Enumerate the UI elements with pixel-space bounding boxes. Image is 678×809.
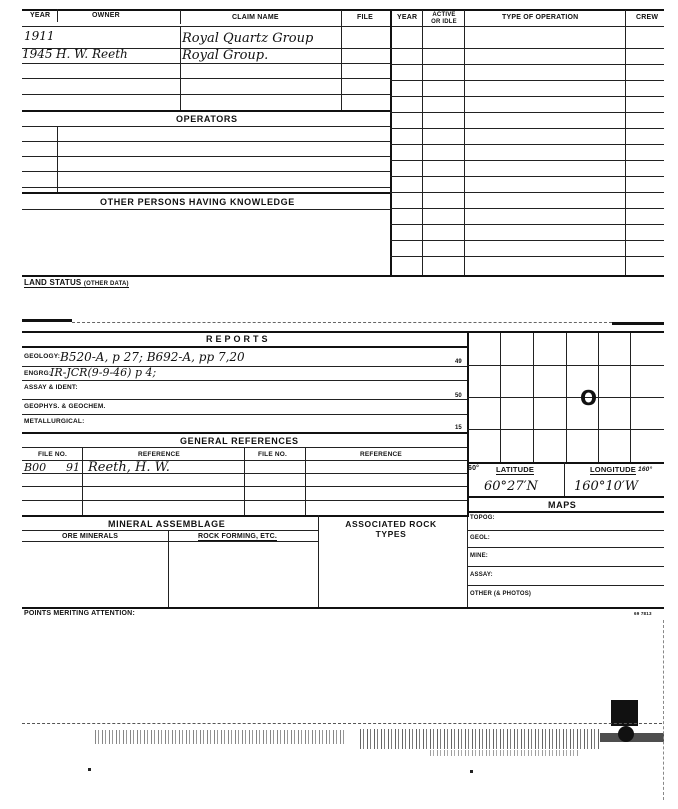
location-mark-icon: O xyxy=(580,386,598,410)
grid-line xyxy=(566,333,567,463)
references-row-line xyxy=(22,473,467,474)
grid-line xyxy=(598,333,599,463)
operation-row-line xyxy=(390,64,664,65)
operators-row-line xyxy=(22,141,390,142)
claim-year: 1945 xyxy=(22,47,53,61)
references-column-divider xyxy=(244,447,245,515)
reports-rule xyxy=(22,346,467,348)
rock-forming-header: ROCK FORMING, ETC. xyxy=(198,533,278,540)
scan-edge xyxy=(663,620,664,800)
header-rule xyxy=(22,26,664,27)
maps-other-label: OTHER (& PHOTOS) xyxy=(470,591,532,597)
claim-name: Royal Group. xyxy=(182,48,269,63)
operation-row-line xyxy=(390,208,664,209)
ref-file-no: B00 xyxy=(24,461,47,474)
claim-row-line xyxy=(22,94,390,95)
claim-column-divider xyxy=(180,26,181,110)
scan-edge xyxy=(72,322,612,323)
rock-types-divider xyxy=(318,515,319,607)
reports-top-rule xyxy=(22,331,664,333)
active-column-divider xyxy=(464,10,465,276)
maps-row-line xyxy=(467,585,664,586)
mineral-assemblage-heading: MINERAL ASSEMBLAGE xyxy=(108,519,226,529)
ref-number: 91 xyxy=(66,461,80,474)
geology-number: 49 xyxy=(455,359,462,365)
geophys-label: GEOPHYS. & GEOCHEM. xyxy=(24,403,106,410)
mineral-rule xyxy=(22,530,318,531)
operators-top-rule xyxy=(22,110,390,112)
crew-column-divider xyxy=(625,10,626,276)
header-type-of-operation: TYPE OF OPERATION xyxy=(502,14,579,21)
reports-row-line xyxy=(22,414,467,415)
grid-line xyxy=(467,365,664,366)
grid-line xyxy=(467,429,664,430)
header-year-2: YEAR xyxy=(397,14,418,21)
lat-lon-divider xyxy=(564,462,565,496)
maps-heading: MAPS xyxy=(548,500,577,510)
claim-owner: H. W. Reeth xyxy=(56,47,128,61)
claim-column-divider xyxy=(341,26,342,110)
operators-rule xyxy=(22,126,390,127)
claim-name: Royal Quartz Group xyxy=(182,31,314,46)
header-active-or-idle: ACTIVE OR IDLE xyxy=(431,12,457,25)
maps-left-divider xyxy=(467,517,468,607)
operators-heading: OPERATORS xyxy=(176,114,238,124)
header-crew: CREW xyxy=(636,14,659,21)
mineral-column-divider xyxy=(168,530,169,607)
scan-noise xyxy=(360,729,600,749)
operation-row-line xyxy=(390,96,664,97)
reports-heading: REPORTS xyxy=(206,334,271,344)
operation-row-line xyxy=(390,160,664,161)
operators-row-line xyxy=(22,156,390,157)
land-status-label: LAND STATUS xyxy=(24,278,82,287)
points-top-rule xyxy=(22,607,664,609)
operation-row-line xyxy=(390,256,664,257)
reports-row-line xyxy=(22,399,467,400)
references-column-divider xyxy=(82,447,83,515)
maps-row-line xyxy=(467,547,664,548)
maps-assay-label: ASSAY: xyxy=(470,572,493,578)
land-status-note: (OTHER DATA) xyxy=(83,281,129,287)
geology-value: B520-A, p 27; B692-A, pp 7,20 xyxy=(60,350,245,364)
ref-file-no-header: FILE NO. xyxy=(38,451,68,458)
grid-line xyxy=(630,333,631,463)
points-meriting-attention-label: POINTS MERITING ATTENTION: xyxy=(24,610,135,617)
mineral-top-rule xyxy=(22,515,467,517)
operation-row-line xyxy=(390,48,664,49)
scan-bar xyxy=(22,319,72,322)
ore-minerals-header: ORE MINERALS xyxy=(62,533,119,540)
operation-row-line xyxy=(390,80,664,81)
operators-row-line xyxy=(22,187,390,188)
grid-line xyxy=(533,333,534,463)
maps-rule xyxy=(467,511,664,513)
operation-row-line xyxy=(390,144,664,145)
operation-row-line xyxy=(390,128,664,129)
header-file: FILE xyxy=(357,14,373,21)
scan-noise xyxy=(95,730,345,744)
reports-row-line xyxy=(22,380,467,381)
assay-label: ASSAY & IDENT: xyxy=(24,384,78,391)
mineral-header-rule xyxy=(22,541,318,542)
operators-column-divider xyxy=(57,126,58,192)
references-row-line xyxy=(22,500,467,501)
latitude-value: 60°27′N xyxy=(484,479,538,494)
header-year: YEAR xyxy=(30,12,51,19)
claim-year: 1911 xyxy=(24,29,55,43)
operation-row-line xyxy=(390,176,664,177)
header-divider xyxy=(341,10,342,26)
lat-prefix: 60° xyxy=(468,465,480,472)
header-divider xyxy=(180,10,181,24)
ref-file-no-header-2: FILE NO. xyxy=(258,451,288,458)
scan-speck xyxy=(470,770,473,773)
geology-label: GEOLOGY: xyxy=(24,353,61,360)
other-persons-rule xyxy=(22,209,390,210)
ref-reference: Reeth, H. W. xyxy=(88,460,170,475)
longitude-label: LONGITUDE xyxy=(590,465,636,474)
maps-topog-label: TOPOG: xyxy=(470,515,495,521)
maps-top-rule xyxy=(467,496,664,498)
maps-row-line xyxy=(467,530,664,531)
claim-row-line xyxy=(22,78,390,79)
operation-row-line xyxy=(390,240,664,241)
scan-speck xyxy=(88,768,91,771)
scan-noise xyxy=(430,750,580,756)
operation-row-line xyxy=(390,112,664,113)
assay-number: 50 xyxy=(455,393,462,399)
main-divider xyxy=(390,10,392,276)
general-references-heading: GENERAL REFERENCES xyxy=(180,436,299,446)
claim-row-line xyxy=(22,63,390,64)
form-number: 69 7813 xyxy=(634,611,652,616)
engrg-label: ENGRG: xyxy=(24,370,52,377)
top-section-bottom-rule xyxy=(22,275,664,277)
general-references-top-rule xyxy=(22,432,467,434)
scan-edge xyxy=(22,723,662,724)
header-owner: OWNER xyxy=(92,12,120,19)
grid-line xyxy=(467,397,664,398)
maps-geol-label: GEOL: xyxy=(470,535,490,541)
header-claim-name: CLAIM NAME xyxy=(232,14,279,21)
grid-bottom-rule xyxy=(467,462,664,464)
lon-prefix: 160° xyxy=(638,466,653,473)
other-persons-top-rule xyxy=(22,192,390,194)
other-persons-heading: OTHER PERSONS HAVING KNOWLEDGE xyxy=(100,197,295,207)
metallurgical-label: METALLURGICAL: xyxy=(24,418,85,425)
scan-dot xyxy=(618,726,634,742)
metallurgical-number: 15 xyxy=(455,425,462,431)
land-status-heading xyxy=(24,278,129,288)
maps-mine-label: MINE: xyxy=(470,553,488,559)
operation-row-line xyxy=(390,192,664,193)
header-divider xyxy=(57,9,58,22)
grid-line xyxy=(500,333,501,463)
references-column-divider xyxy=(305,447,306,515)
latitude-label: LATITUDE xyxy=(496,465,535,474)
top-rule xyxy=(22,9,664,11)
operators-row-line xyxy=(22,171,390,172)
engrg-value: IR-JCR(9-9-46) p 4; xyxy=(50,366,157,379)
operation-row-line xyxy=(390,224,664,225)
scan-bar xyxy=(612,322,664,325)
longitude-value: 160°10′W xyxy=(574,479,639,494)
associated-rock-types-heading: ASSOCIATED ROCK TYPES xyxy=(345,519,437,539)
reports-right-divider xyxy=(467,331,469,517)
maps-row-line xyxy=(467,566,664,567)
ref-reference-header: REFERENCE xyxy=(138,451,180,458)
references-row-line xyxy=(22,486,467,487)
ref-reference-header-2: REFERENCE xyxy=(360,451,402,458)
year-column-divider xyxy=(422,10,423,276)
